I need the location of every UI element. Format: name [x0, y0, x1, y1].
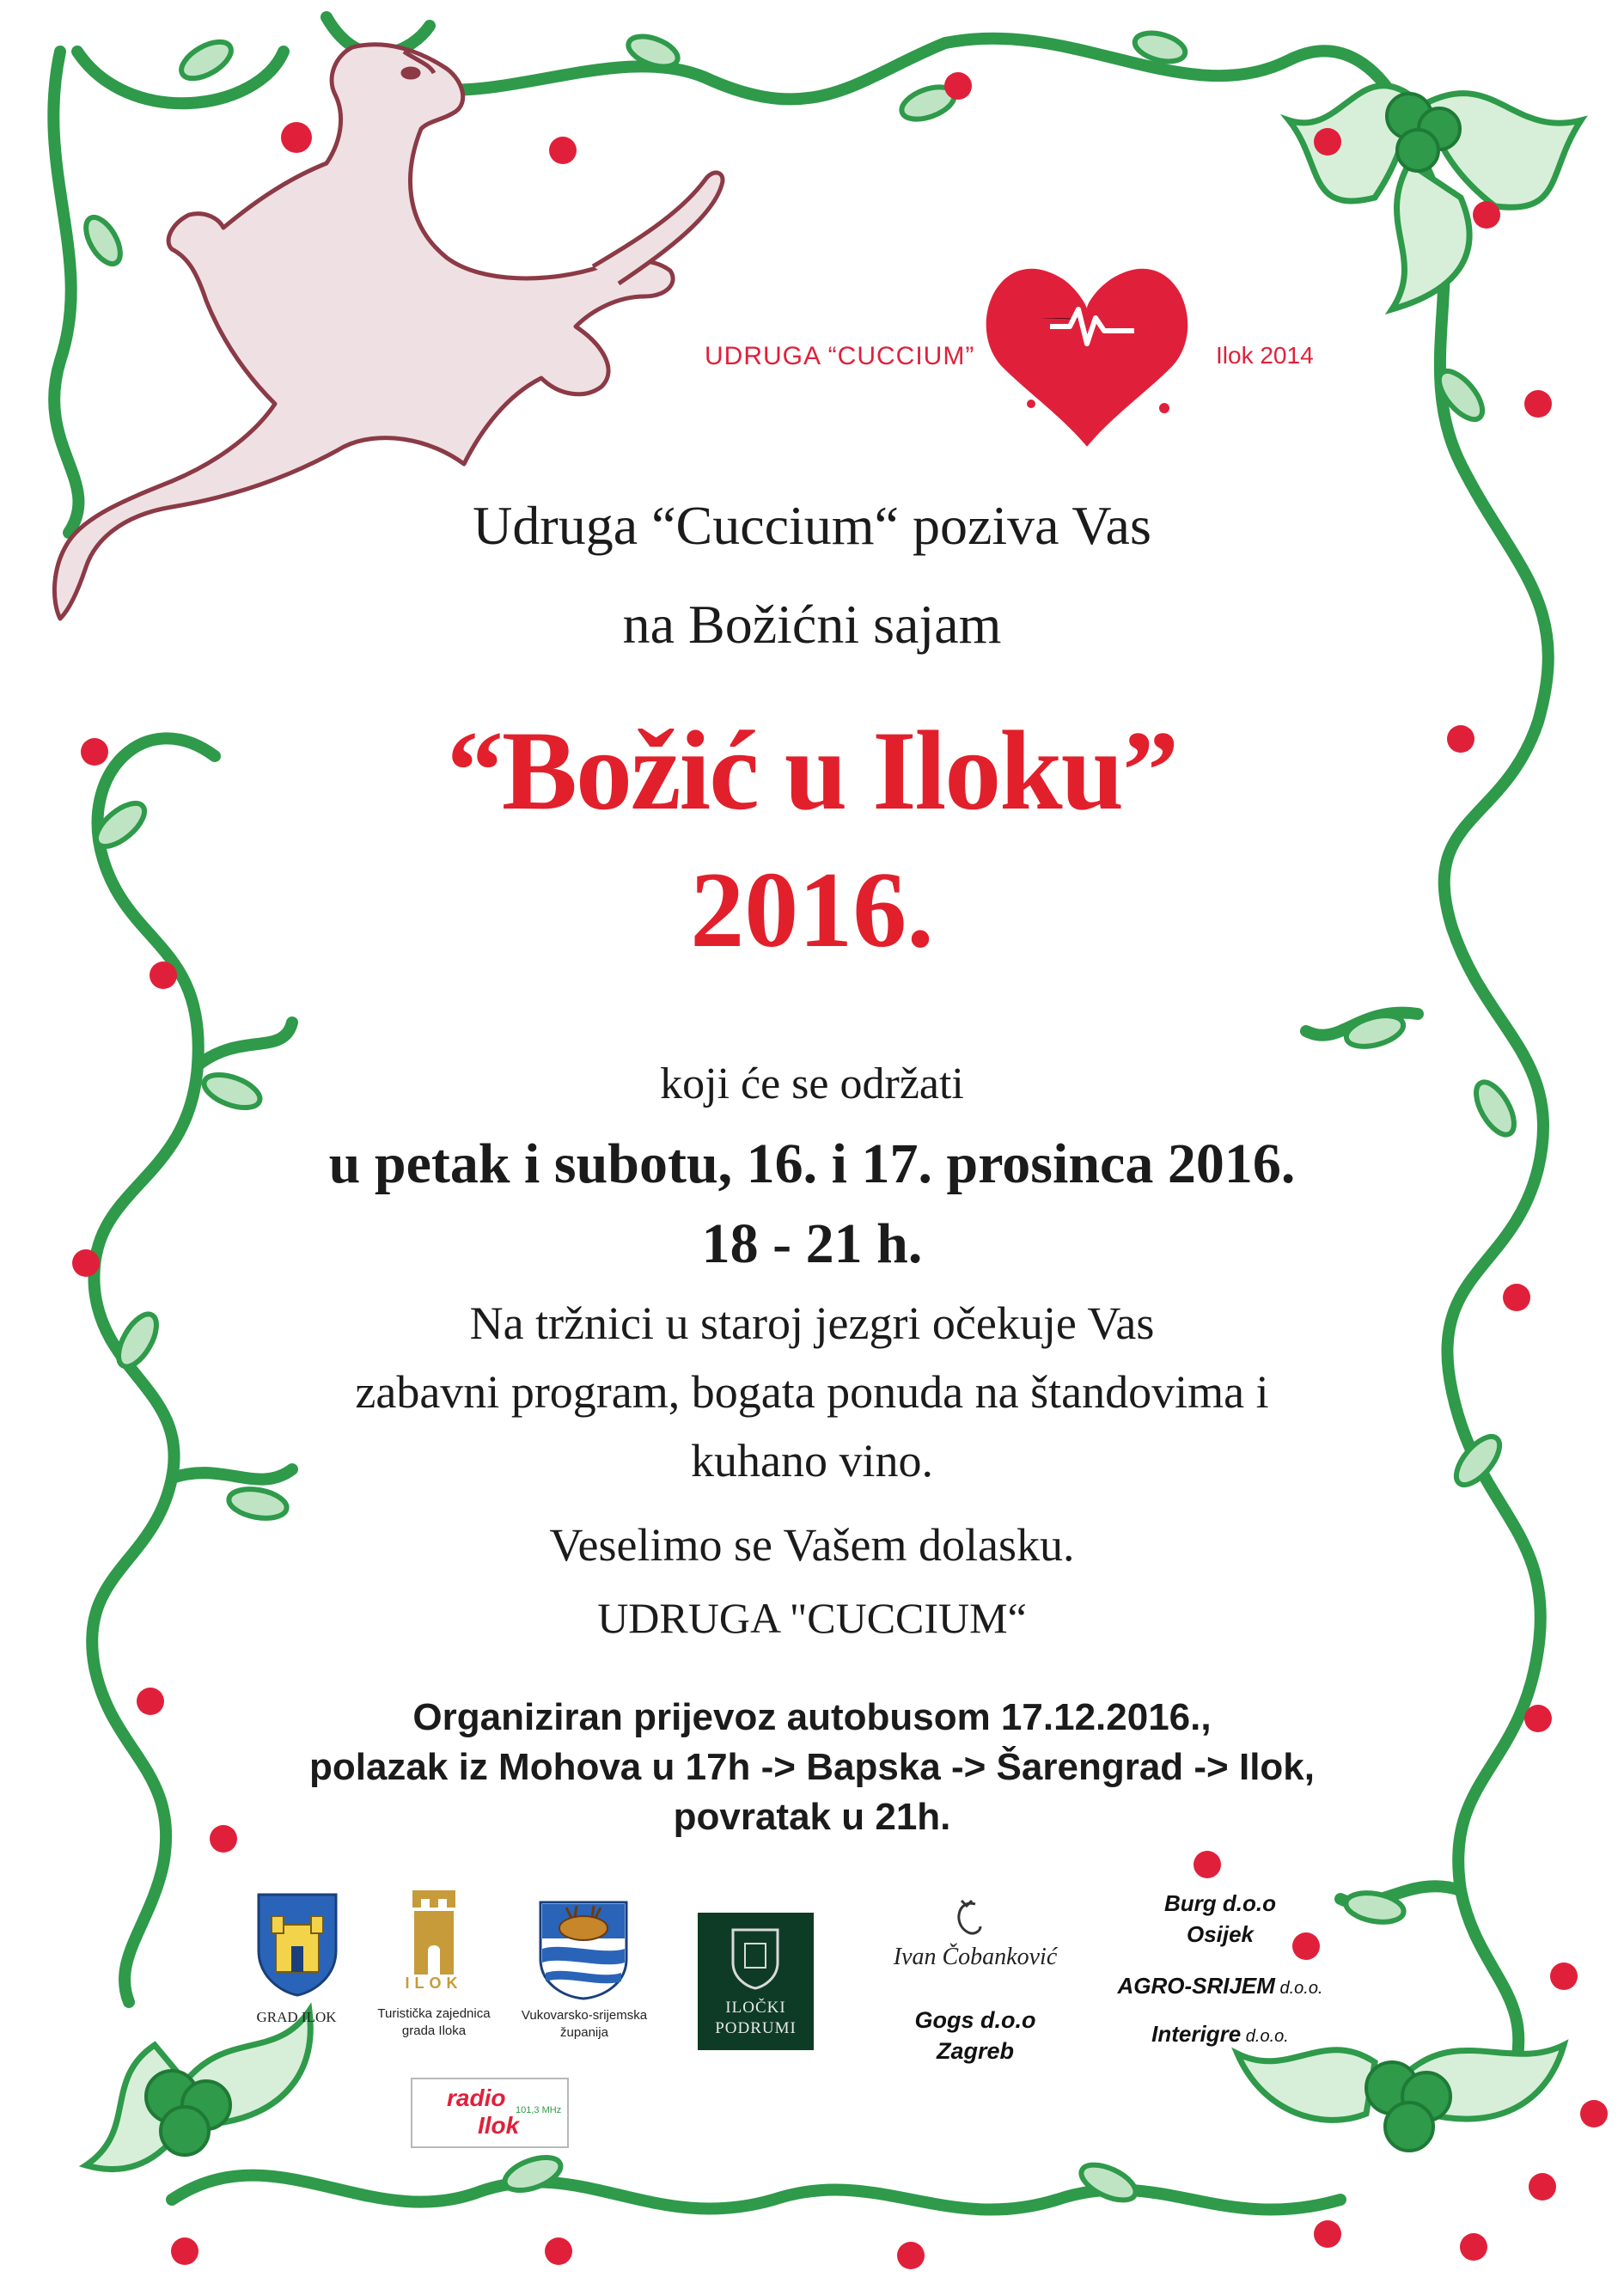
zupanija-crest [537, 1899, 630, 2000]
closing-line: Veselimo se Vašem dolasku. [549, 1519, 1075, 1571]
invite-line-2: na Božićni sajam [622, 594, 1002, 655]
event-title: “Božić u Iloku” [446, 707, 1178, 833]
agro-srijem [1091, 1973, 1349, 1999]
grad-ilok-caption: GRAD ILOK [256, 2009, 337, 2025]
radio-word: radio [447, 2085, 506, 2111]
transport-line-1: Organiziran prijevoz autobusom 17.12.2016., [412, 1696, 1212, 1738]
agro-srijem-name: AGRO-SRIJEM [1117, 1973, 1275, 1999]
radio-ilok-logo [411, 2078, 569, 2148]
description-line-3: kuhano vino. [691, 1435, 933, 1486]
ilocki-podrumi-logo [698, 1913, 814, 2050]
podrumi-word-2: PODRUMI [715, 2019, 797, 2037]
tz-ilok-tower-logo [404, 1882, 464, 1976]
agro-srijem-suffix: d.o.o. [1274, 1979, 1323, 1998]
cuccium-heart-logo [986, 269, 1188, 447]
podrumi-word-1: ILOČKI [725, 1999, 786, 2017]
burg-line-1: Burg d.o.o [1164, 1890, 1276, 1916]
event-year: 2016. [690, 851, 934, 970]
invite-line-1: Udruga “Cuccium“ poziva Vas [473, 495, 1151, 556]
transport-line-2: polazak iz Mohova u 17h -> Bapska -> Šarengrad -> Ilok, [308, 1746, 1316, 1788]
grad-ilok-crest [254, 1890, 340, 1998]
radio-ilok-word: Ilok [478, 2112, 520, 2139]
gogs-line-2: Zagreb [936, 2038, 1015, 2064]
description-line-2: zabavni program, bogata ponuda na štandovima i [355, 1366, 1269, 1418]
gogs-line-1: Gogs d.o.o [914, 2007, 1036, 2033]
transport-line-3: povratak u 21h. [673, 1796, 951, 1838]
event-dates: u petak i subotu, 16. i 17. prosinca 2016. [328, 1132, 1296, 1195]
interigre-suffix: d.o.o. [1241, 2027, 1289, 2046]
zupanija-caption-2: županija [560, 2025, 608, 2040]
zupanija-caption-1: Vukovarsko-srijemska [521, 2008, 648, 2023]
burg-line-2: Osijek [1186, 1921, 1255, 1947]
cobankovic-signature: Ivan Čobanković [893, 1944, 1058, 1970]
tz-caption-1: Turistička zajednica [377, 2006, 491, 2021]
tz-ilok-word: ILOK [405, 1975, 463, 1992]
description-line-1: Na tržnici u staroj jezgri očekuje Vas [469, 1297, 1155, 1349]
cobankovic-symbol [949, 1897, 984, 1938]
interigre [1091, 2021, 1349, 2048]
org-logo-left-text: UDRUGA “CUCCIUM” [705, 342, 975, 370]
tz-caption-2: grada Iloka [401, 2024, 467, 2038]
details-intro: koji će se održati [660, 1059, 964, 1108]
podrumi-crest [730, 1926, 781, 1990]
org-logo-right-text: Ilok 2014 [1216, 342, 1314, 369]
radio-frequency: 101,3 MHz [516, 2105, 562, 2115]
event-time: 18 - 21 h. [701, 1212, 923, 1275]
interigre-name: Interigre [1151, 2021, 1242, 2047]
signature: UDRUGA "CUCCIUM“ [597, 1594, 1027, 1642]
